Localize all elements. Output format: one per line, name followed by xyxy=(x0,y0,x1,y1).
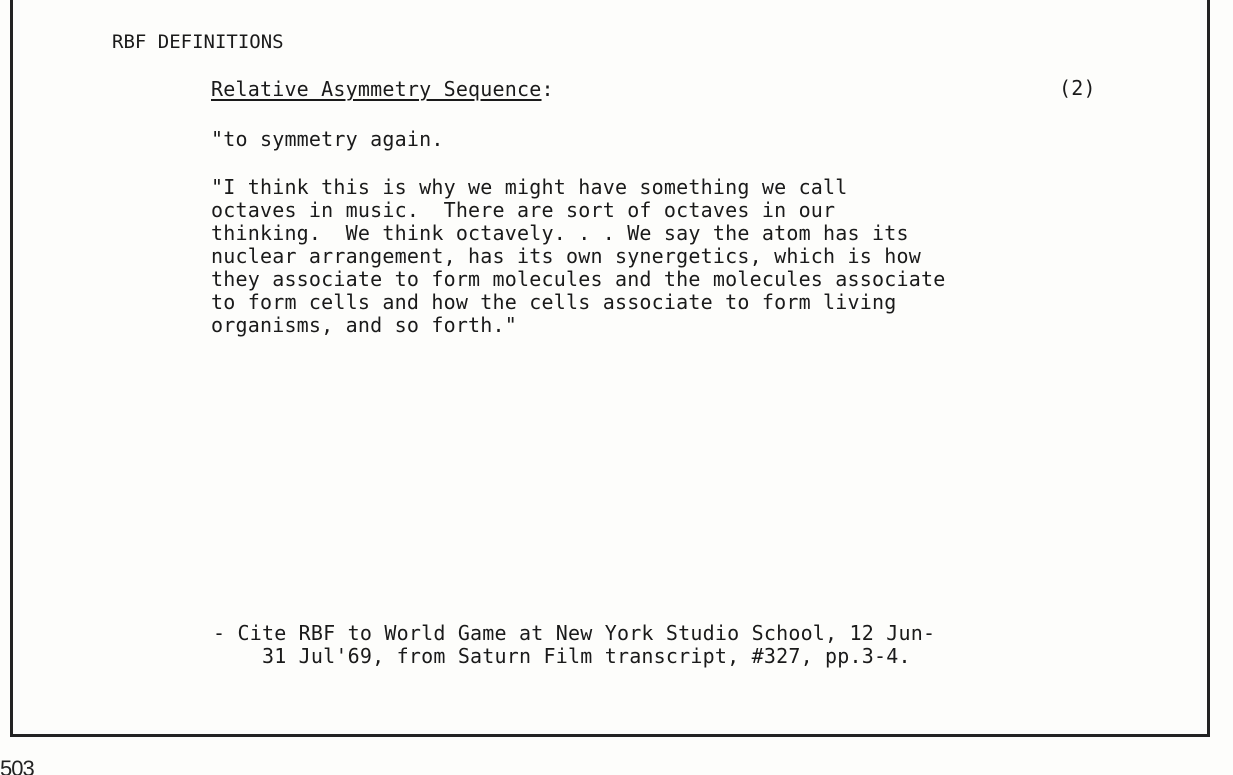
entry-title-colon: : xyxy=(541,77,554,101)
quote-line: organisms, and so forth." xyxy=(211,313,518,337)
document-header: RBF DEFINITIONS xyxy=(112,31,284,53)
quote-line: nuclear arrangement, has its own synergetics, which is how xyxy=(211,244,921,268)
quote-line: "I think this is why we might have something we call xyxy=(211,175,848,199)
quote-paragraph-1: "to symmetry again. xyxy=(211,127,444,151)
citation-line: 31 Jul'69, from Saturn Film transcript, #327, pp.3-4. xyxy=(213,644,911,668)
page-footer-number: 503 xyxy=(0,756,34,775)
quote-paragraph-2 xyxy=(211,176,945,337)
entry-title xyxy=(211,78,554,101)
quote-line: thinking. We think octavely. . . We say the atom has its xyxy=(211,221,909,245)
entry-title-text: Relative Asymmetry Sequence xyxy=(211,77,542,101)
quote-line: octaves in music. There are sort of octaves in our xyxy=(211,198,836,222)
card-number: (2) xyxy=(1059,76,1096,100)
quote-line: they associate to form molecules and the molecules associate xyxy=(211,267,946,291)
quote-line: to form cells and how the cells associate to form living xyxy=(211,290,897,314)
citation-line: - Cite RBF to World Game at New York Studio School, 12 Jun- xyxy=(213,621,936,645)
citation xyxy=(213,622,935,668)
